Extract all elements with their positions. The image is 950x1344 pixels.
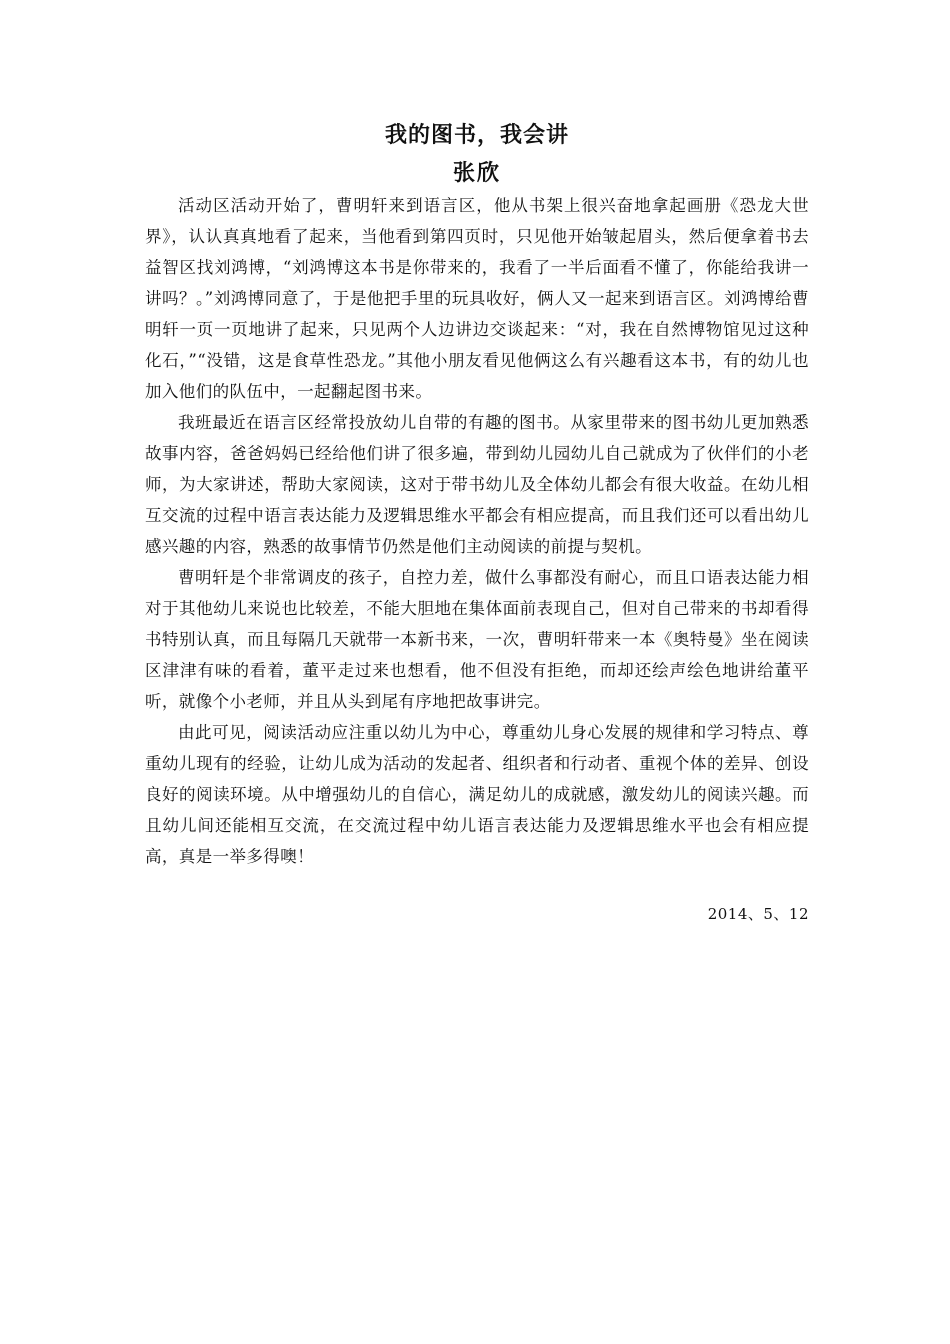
paragraph-2: 我班最近在语言区经常投放幼儿自带的有趣的图书。从家里带来的图书幼儿更加熟悉故事内容，爸爸妈妈已经给他们讲了很多遍，带到幼儿园幼儿自己就成为了伙伴们的小老师，为大家讲述，帮助大家阅读，这对于带书幼儿及全体幼儿都会有很大收益。在幼儿相互交流的过程中语言表达能力及逻辑思维水平都会有相应提高，而且我们还可以看出幼儿感兴趣的内容，熟悉的故事情节仍然是他们主动阅读的前提与契机。 — [145, 413, 809, 556]
document-title: 我的图书，我会讲 — [384, 122, 569, 148]
paragraph-4: 由此可见，阅读活动应注重以幼儿为中心，尊重幼儿身心发展的规律和学习特点、尊重幼儿现有的经验，让幼儿成为活动的发起者、组织者和行动者、重视个体的差异、创设良好的阅读环境。从中增强幼儿的自信心，满足幼儿的成就感，激发幼儿的阅读兴趣。而且幼儿间还能相互交流，在交流过程中幼儿语言表达能力及逻辑思维水平也会有相应提高，真是一举多得噢！ — [145, 723, 809, 866]
document-date: 2014、5、12 — [707, 905, 809, 923]
author-name: 张欣 — [452, 160, 501, 186]
paragraph-1: 活动区活动开始了，曹明轩来到语言区，他从书架上很兴奋地拿起画册《恐龙大世界》，认认真真地看了起来，当他看到第四页时，只见他开始皱起眉头，然后便拿着书去益智区找刘鸿博，“刘鸿博这本书是你带来的，我看了一半后面看不懂了，你能给我讲一讲吗？。”刘鸿博同意了，于是他把手里的玩具收好，俩人又一起来到语言区。刘鸿博给曹明轩一页一页地讲了起来，只见两个人边讲边交谈起来：“对，我在自然博物馆见过这种化石，”“没错，这是食草性恐龙。”其他小朋友看见他俩这么有兴趣看这本书，有的幼儿也加入他们的队伍中，一起翻起图书来。 — [145, 196, 809, 401]
paragraph-3: 曹明轩是个非常调皮的孩子，自控力差，做什么事都没有耐心，而且口语表达能力相对于其他幼儿来说也比较差，不能大胆地在集体面前表现自己，但对自己带来的书却看得书特别认真，而且每隔几天就带一本新书来，一次，曹明轩带来一本《奥特曼》坐在阅读区津津有味的看着，董平走过来也想看，他不但没有拒绝，而却还绘声绘色地讲给董平听，就像个小老师，并且从头到尾有序地把故事讲完。 — [145, 568, 809, 711]
document-page — [145, 118, 809, 926]
